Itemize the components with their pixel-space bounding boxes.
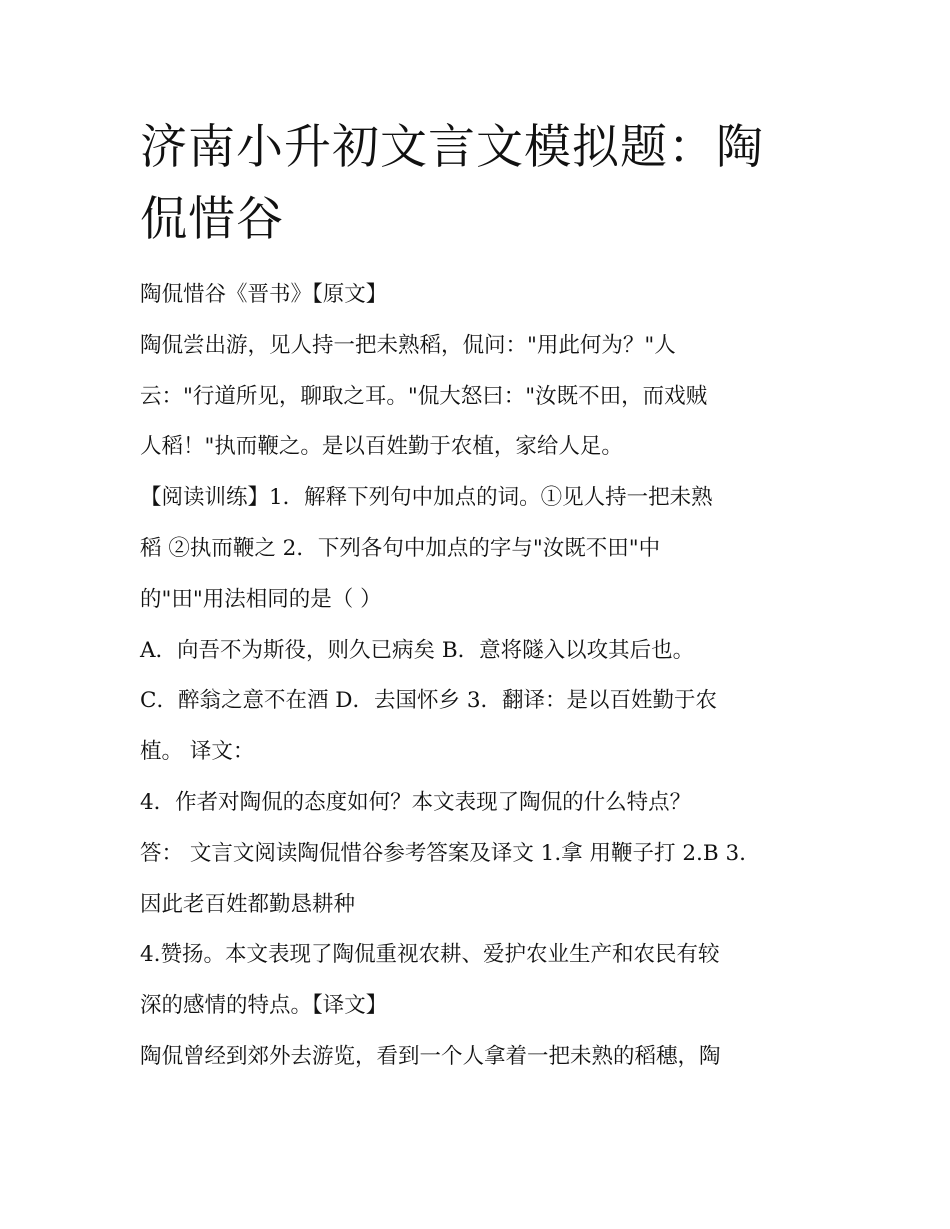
body-line-answer-1: 答： 文言文阅读陶侃惜谷参考答案及译文 1.拿 用鞭子打 2.B 3. — [140, 840, 747, 866]
body-line-answer-3: 4.赞扬。本文表现了陶侃重视农耕、爱护农业生产和农民有较 — [140, 942, 720, 968]
body-line-exercise-3: 的"田"用法相同的是（ ） — [140, 586, 382, 612]
body-line-exercise-1: 【阅读训练】1．解释下列句中加点的词。①见人持一把未熟 — [140, 485, 713, 511]
title-line-1: 济南小升初文言文模拟题：陶 — [140, 120, 764, 175]
document-page — [140, 112, 815, 1083]
body-line-original-2: 云："行道所见，聊取之耳。"侃大怒曰："汝既不田，而戏贼 — [140, 383, 708, 409]
body-line-original-1: 陶侃尝出游，见人持一把未熟稻，侃问："用此何为？"人 — [140, 332, 676, 358]
body-line-option-cd: C．醉翁之意不在酒 D．去国怀乡 3．翻译：是以百姓勤于农 — [140, 688, 718, 714]
body-line-original-3: 人稻！"执而鞭之。是以百姓勤于农植，家给人足。 — [140, 434, 623, 460]
document-body — [140, 270, 815, 1083]
title-line-2: 侃惜谷 — [140, 192, 284, 247]
body-line-exercise-2: 稻 ②执而鞭之 2．下列各句中加点的字与"汝既不田"中 — [140, 535, 661, 561]
body-line-source-heading: 陶侃惜谷《晋书》【原文】 — [140, 282, 388, 307]
body-line-answer-4: 深的感情的特点。【译文】 — [140, 993, 388, 1019]
body-line-translation-1: 陶侃曾经到郊外去游览，看到一个人拿着一把未熟的稻穗，陶 — [140, 1043, 721, 1069]
document-title — [140, 112, 815, 256]
body-line-option-ab: A．向吾不为斯役，则久已病矣 B．意将隧入以攻其后也。 — [140, 637, 695, 663]
body-line-question-4: 4．作者对陶侃的态度如何？本文表现了陶侃的什么特点？ — [140, 789, 692, 815]
body-line-translation-prompt: 植。 译文： — [140, 739, 255, 765]
body-line-answer-2: 因此老百姓都勤恳耕种 — [140, 891, 356, 917]
